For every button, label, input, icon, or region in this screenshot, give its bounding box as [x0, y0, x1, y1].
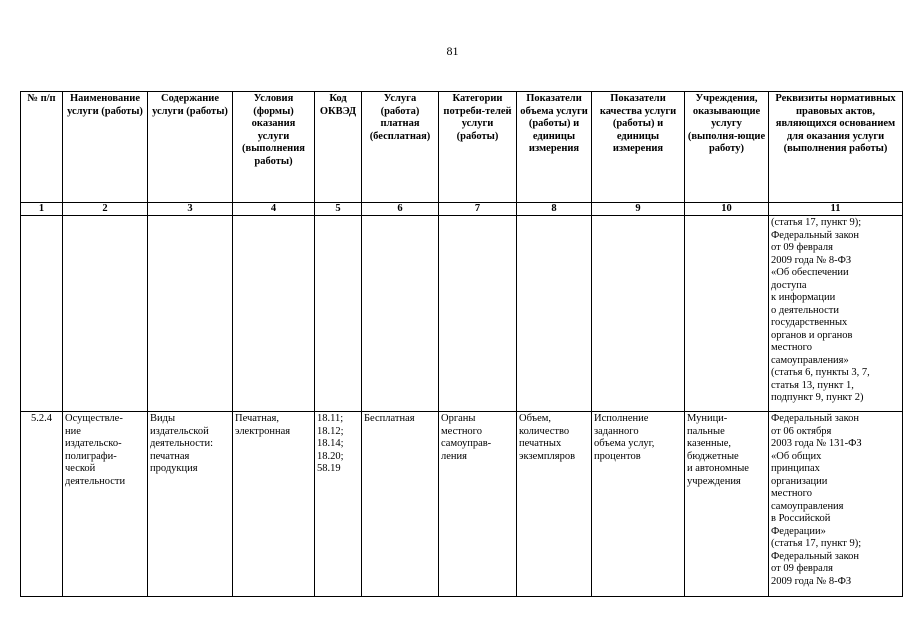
- table-cell-institutions: Муници- пальные казенные, бюджетные и автономные учреждения: [685, 412, 769, 597]
- column-number: 4: [233, 203, 315, 216]
- table-cell-okved-code: 18.11; 18.12; 18.14; 18.20; 58.19: [315, 412, 362, 597]
- header-cell-conditions: Условия (формы) оказания услуги (выполнения работы): [233, 92, 315, 203]
- table-cell: [315, 216, 362, 412]
- header-cell-service-content: Содержание услуги (работы): [148, 92, 233, 203]
- table-cell: [517, 216, 592, 412]
- column-number: 11: [769, 203, 903, 216]
- table-cell-paid-free: Бесплатная: [362, 412, 439, 597]
- table-cell: [685, 216, 769, 412]
- column-number: 5: [315, 203, 362, 216]
- services-table: [20, 91, 903, 597]
- table-cell: [21, 216, 63, 412]
- table-cell: [233, 216, 315, 412]
- table-cell: [362, 216, 439, 412]
- column-number: 1: [21, 203, 63, 216]
- header-cell-volume-indicators: Показатели объема услуги (работы) и единицы измерения: [517, 92, 592, 203]
- column-number: 10: [685, 203, 769, 216]
- table-header-row: [21, 92, 903, 203]
- column-number: 6: [362, 203, 439, 216]
- column-number: 9: [592, 203, 685, 216]
- table-cell: [439, 216, 517, 412]
- table-cell-quality-indicators: Исполнение заданного объема услуг, процентов: [592, 412, 685, 597]
- table-cell: [592, 216, 685, 412]
- column-number: 7: [439, 203, 517, 216]
- column-numbers-row: [21, 203, 903, 216]
- column-number: 2: [63, 203, 148, 216]
- table-cell-legal-acts: Федеральный закон от 06 октября 2003 года № 131-ФЗ «Об общих принципах организации местного самоуправления в Российской Федерации» (статья 17, пункт 9); Федеральный закон от 09 февраля 2009 года № 8-ФЗ: [769, 412, 903, 597]
- header-cell-institutions: Учреждения, оказывающие услугу (выполня-ющие работу): [685, 92, 769, 203]
- header-cell-legal-acts: Реквизиты нормативных правовых актов, являющихся основанием для оказания услуги (выполнения работы): [769, 92, 903, 203]
- table-cell-service-name: Осуществле- ние издательско- полиграфи- ческой деятельности: [63, 412, 148, 597]
- table-cell-volume-indicators: Объем, количество печатных экземпляров: [517, 412, 592, 597]
- table-row: [21, 412, 903, 597]
- column-number: 3: [148, 203, 233, 216]
- column-number: 8: [517, 203, 592, 216]
- table-cell: [63, 216, 148, 412]
- table-cell: [148, 216, 233, 412]
- table-cell-row-number: 5.2.4: [21, 412, 63, 597]
- table-cell-conditions: Печатная, электронная: [233, 412, 315, 597]
- page-number: 81: [446, 44, 459, 58]
- table-cell-legal-acts: (статья 17, пункт 9); Федеральный закон от 09 февраля 2009 года № 8-ФЗ «Об обеспечении доступа к информации о деятельности государственных органов и органов местного самоуправления» (статья 6, пункты 3, 7, статья 13, пункт 1, подпункт 9, пункт 2): [769, 216, 903, 412]
- header-cell-paid-free: Услуга (работа) платная (бесплатная): [362, 92, 439, 203]
- table-row: [21, 216, 903, 412]
- header-cell-consumer-categories: Категории потреби-телей услуги (работы): [439, 92, 517, 203]
- header-cell-okved-code: Код ОКВЭД: [315, 92, 362, 203]
- table-cell-service-content: Виды издательской деятельности: печатная продукция: [148, 412, 233, 597]
- header-cell-quality-indicators: Показатели качества услуги (работы) и единицы измерения: [592, 92, 685, 203]
- header-cell-number: № п/п: [21, 92, 63, 203]
- header-cell-service-name: Наименование услуги (работы): [63, 92, 148, 203]
- table-cell-consumer-categories: Органы местного самоуправ- ления: [439, 412, 517, 597]
